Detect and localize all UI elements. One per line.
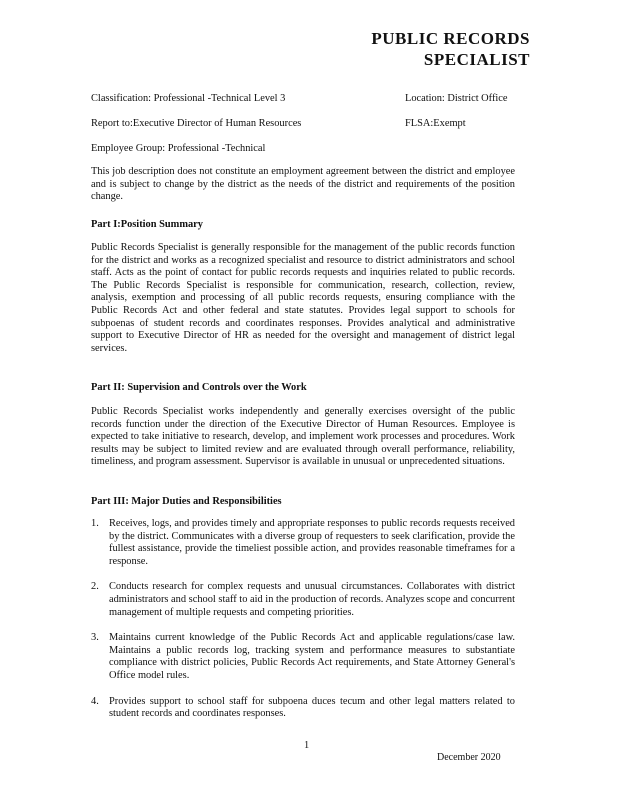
- title-line-2: SPECIALIST: [423, 50, 530, 69]
- part1-paragraph: Public Records Specialist is generally responsible for the management of the public records function for the district and works as a recognized specialist and resource to district administrators and school staff. Acts as the point of contact for public records requests and inquiries related to public records. The Public Records Specialist is responsible for communication, research, collection, review, analysis, exemption and processing of all public records requests, ensuring compliance with the Public Records Act and other federal and state statutes. Provides legal support to schools for subpoenas of student records and coordinates responses. Provides analytical and administrative support to Executive Director of HR as needed for the oversight and management of district legal services.: [91, 242, 515, 354]
- part1-heading: Part I:Position Summary: [91, 219, 203, 230]
- location-field: Location: District Office: [405, 93, 508, 104]
- classification-field: Classification: Professional -Technical Level 3: [91, 93, 286, 104]
- list-item-text: Receives, logs, and provides timely and appropriate responses to public records requests received by the district. Communicates with a diverse group of requesters to seek clarification, provide the fullest assistance, provide the timeliest possible action, and provides reasonable timeframes for a response.: [109, 518, 515, 567]
- part2-heading: Part II: Supervision and Controls over the Work: [91, 382, 307, 393]
- duties-list: [91, 518, 515, 721]
- part2-paragraph: Public Records Specialist works independently and generally exercises oversight of the public records function under the direction of the Executive Director of Human Resources. Employee is expected to take initiative to research, develop, and implement work processes and procedures. Work results may be subject to limited review and are evaluated through overall performance, reliability, timeliness, and program assessment. Supervisor is available in unusual or unprecedented situations.: [91, 406, 515, 468]
- list-item-number: 3.: [91, 632, 99, 644]
- list-item-number: 1.: [91, 518, 99, 529]
- list-item: [91, 696, 515, 721]
- list-item-number: 4.: [91, 695, 99, 707]
- intro-paragraph: This job description does not constitute an employment agreement between the district and employee and is subject to change by the district as the needs of the district and requirements of the position change.: [91, 166, 515, 203]
- page-number: 1: [304, 740, 310, 751]
- list-item-text: Provides support to school staff for subpoena duces tecum and other legal matters related to student records and coordinates responses.: [109, 695, 515, 720]
- employee-group-field: Employee Group: Professional -Technical: [91, 143, 266, 154]
- list-item: [91, 581, 515, 619]
- report-to-field: Report to:Executive Director of Human Resources: [91, 118, 302, 129]
- list-item: [91, 632, 515, 682]
- document-title: [371, 28, 530, 70]
- list-item-text: Maintains current knowledge of the Public Records Act and applicable regulations/case law. Maintains a public records log, tracking system and performance measures to substantiate compliance with district policies, Public Records Act requirements, and State Attorney General's Office model rules.: [109, 632, 515, 681]
- part3-heading: Part III: Major Duties and Responsibilities: [91, 496, 282, 507]
- list-item-text: Conducts research for complex requests and unusual circumstances. Collaborates with district administrators and school staff to aid in the production of records. Analyzes scope and concurrent management of multiple requests and competing priorities.: [109, 581, 515, 618]
- flsa-field: FLSA:Exempt: [405, 118, 466, 129]
- list-item: [91, 518, 515, 568]
- list-item-number: 2.: [91, 581, 99, 593]
- title-line-1: PUBLIC RECORDS: [371, 29, 530, 48]
- footer-date: December 2020: [437, 752, 501, 763]
